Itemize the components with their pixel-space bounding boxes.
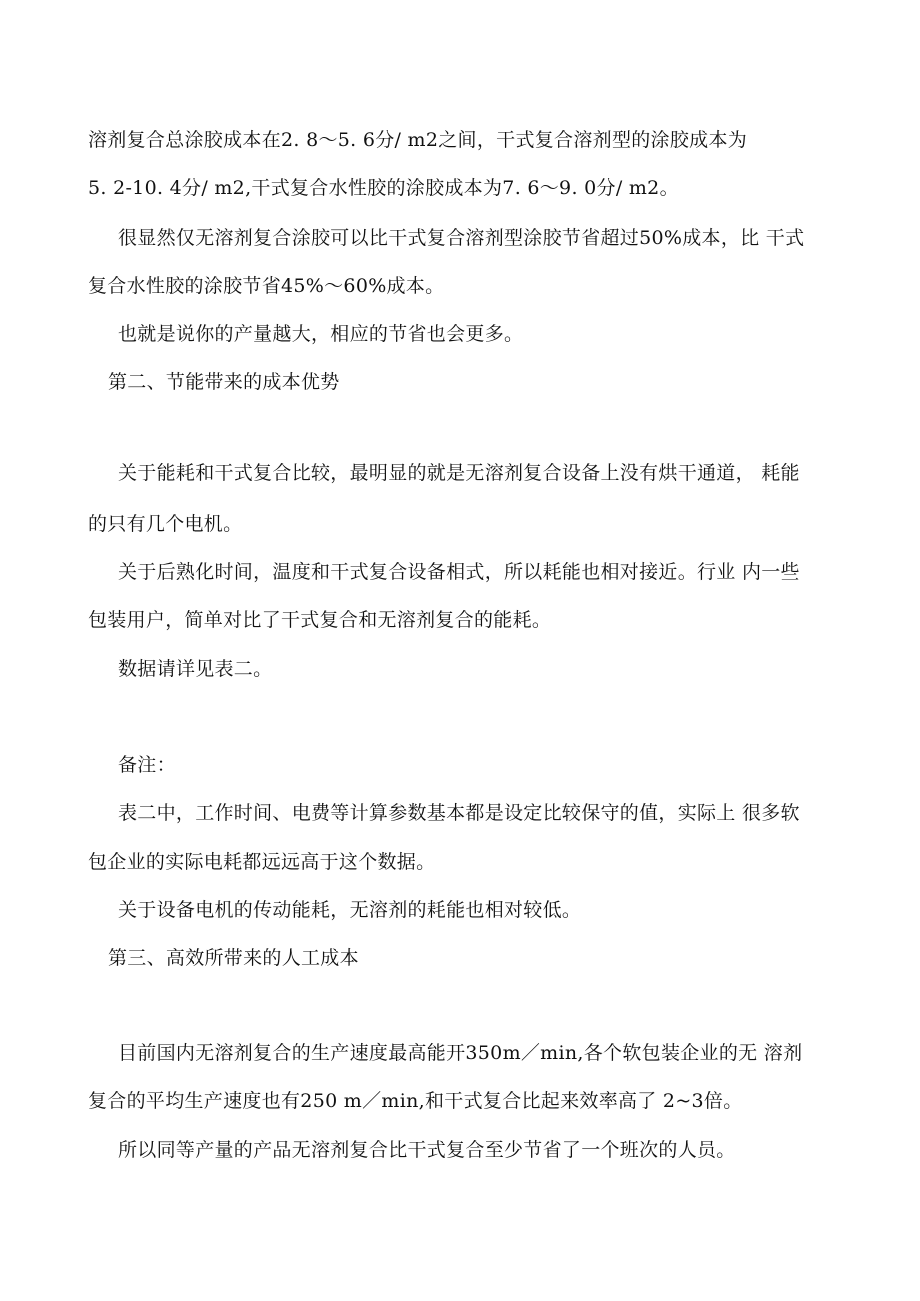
text-line: 数据请详见表二。 xyxy=(118,658,273,680)
text-line: 目前国内无溶剂复合的生产速度最高能开350m／min,各个软包装企业的无 溶剂 xyxy=(118,1042,803,1064)
text-line: 很显然仅无溶剂复合涂胶可以比干式复合溶剂型涂胶节省超过50%成本，比 干式 xyxy=(118,227,805,249)
section-heading: 第二、节能带来的成本优势 xyxy=(108,371,340,393)
text-line: 关于能耗和干式复合比较，最明显的就是无溶剂复合设备上没有烘干通道， 耗能 xyxy=(118,462,800,484)
text-line: 所以同等产量的产品无溶剂复合比干式复合至少节省了一个班次的人员。 xyxy=(118,1139,736,1161)
text-line: 的只有几个电机。 xyxy=(88,513,243,535)
text-line: 复合水性胶的涂胶节省45%～60%成本。 xyxy=(88,275,445,297)
section-heading: 第三、高效所带来的人工成本 xyxy=(108,947,359,969)
text-line: 包装用户，简单对比了干式复合和无溶剂复合的能耗。 xyxy=(88,609,552,631)
text-line: 表二中，工作时间、电费等计算参数基本都是设定比较保守的值，实际上 很多软 xyxy=(118,802,800,824)
text-line: 复合的平均生产速度也有250 m／min,和干式复合比起来效率高了 2~3倍。 xyxy=(88,1090,743,1112)
note-label: 备注： xyxy=(118,754,176,776)
text-line: 包企业的实际电耗都远远高于这个数据。 xyxy=(88,851,436,873)
text-line: 溶剂复合总涂胶成本在2. 8～5. 6分/ m2之间，干式复合溶剂型的涂胶成本为 xyxy=(88,129,748,151)
text-line: 关于后熟化时间，温度和干式复合设备相式，所以耗能也相对接近。行业 内一些 xyxy=(118,561,800,583)
text-line: 关于设备电机的传动能耗，无溶剂的耗能也相对较低。 xyxy=(118,899,582,921)
text-line: 也就是说你的产量越大，相应的节省也会更多。 xyxy=(118,323,524,345)
text-line: 5. 2-10. 4分/ m2,干式复合水性胶的涂胶成本为7. 6～9. 0分/ m2。 xyxy=(88,177,679,199)
